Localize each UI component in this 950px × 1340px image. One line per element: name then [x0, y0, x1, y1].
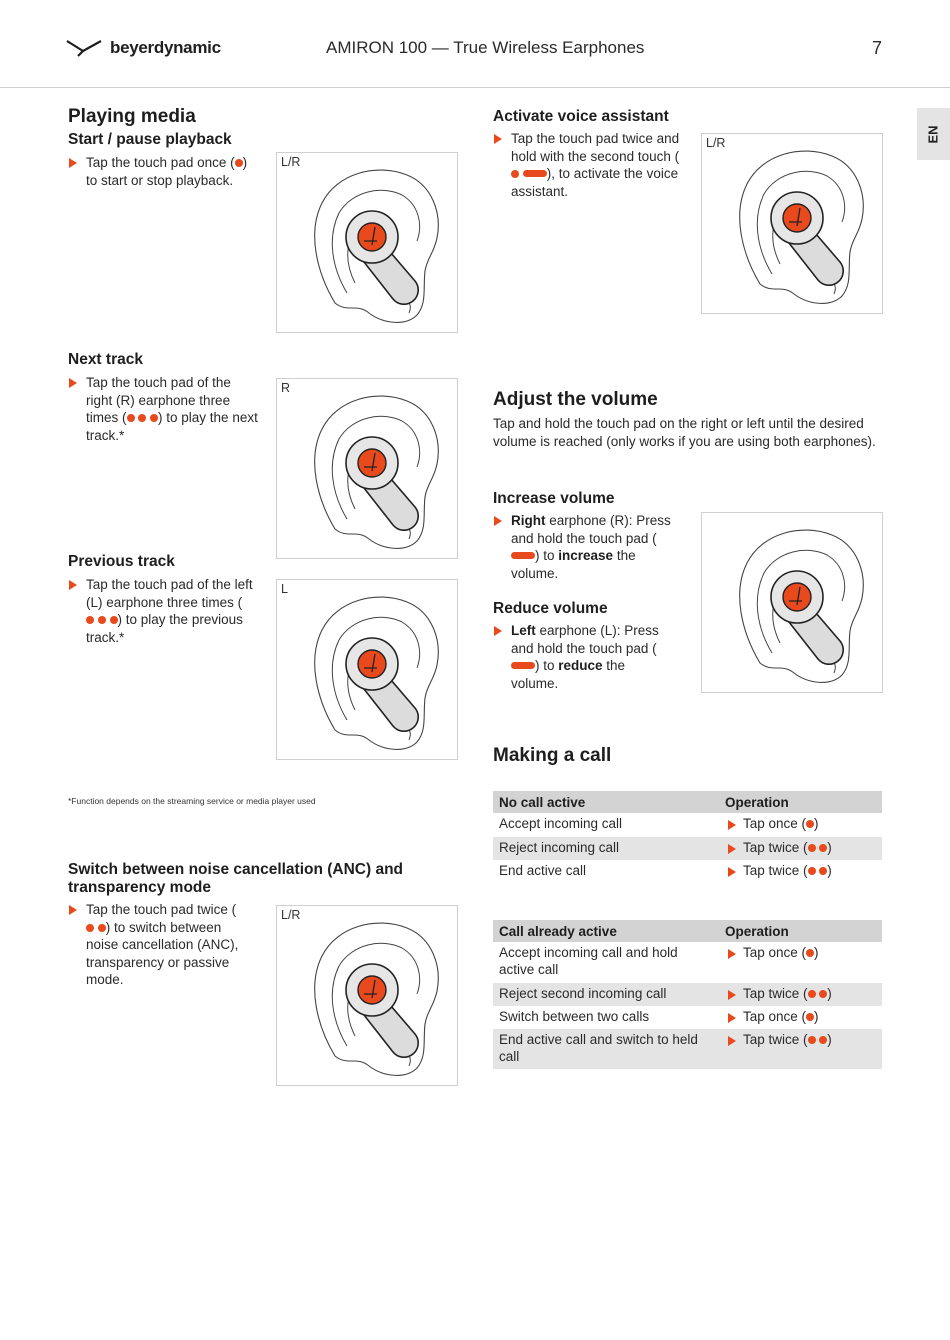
ear-earphone-illustration [277, 580, 459, 761]
instruction-next-track: Tap the touch pad of the right (R) earphone three times ( ) to play the next track.* [68, 374, 260, 444]
arrow-bullet-icon [69, 580, 77, 590]
instruction-reduce-volume: Left earphone (L): Press and hold the touch pad () to reduce the volume. [493, 622, 673, 692]
figure-label: R [281, 381, 291, 395]
ear-earphone-illustration [702, 513, 884, 694]
figure-label: L/R [281, 908, 301, 922]
earphone-figure-next [276, 378, 458, 559]
table-row: Accept incoming call and hold active call Tap once ( ) [499, 945, 819, 977]
subtitle-anc: Switch between noise cancellation (ANC) and transparency mode [68, 861, 404, 896]
instruction-anc: Tap the touch pad twice ( ) to switch between noise cancellation (ANC), transparency or passive mode. [68, 901, 248, 989]
ear-earphone-illustration [277, 153, 459, 334]
ear-earphone-illustration [702, 134, 884, 315]
brand-name: beyerdynamic [110, 38, 221, 57]
ear-earphone-illustration [277, 379, 459, 560]
section-title-making-call: Making a call [493, 745, 612, 766]
subtitle-voice-assistant: Activate voice assistant [493, 108, 669, 125]
document-title: AMIRON 100 — True Wireless Earphones [326, 38, 645, 57]
instruction-previous-track: Tap the touch pad of the left (L) earphone three times ( ) to play the previous track.* [68, 576, 260, 646]
subtitle-increase-volume: Increase volume [493, 490, 615, 507]
subtitle-previous-track: Previous track [68, 553, 175, 570]
arrow-bullet-icon [69, 158, 77, 168]
table-row: End active call Tap twice ( ) [499, 863, 832, 878]
volume-intro: Tap and hold the touch pad on the right or left until the desired volume is reached (only works if you are using both earphones). [493, 416, 876, 449]
hold-bar-icon [511, 552, 535, 559]
language-label: EN [926, 124, 941, 144]
figure-label: L [281, 582, 288, 596]
subtitle-start-pause: Start / pause playback [68, 131, 232, 148]
table-header: Call already active [493, 920, 719, 942]
earphone-figure-previous [276, 579, 458, 760]
ear-earphone-illustration [277, 906, 459, 1087]
table-row: Reject second incoming call Tap twice ( ) [493, 983, 882, 1006]
arrow-bullet-icon [494, 626, 502, 636]
earphone-figure-start [276, 152, 458, 333]
page-number: 7 [872, 38, 883, 58]
arrow-bullet-icon [69, 378, 77, 388]
page-header [0, 0, 950, 88]
table-header: Operation [719, 920, 882, 942]
subtitle-reduce-volume: Reduce volume [493, 600, 608, 617]
table-no-call-active [493, 791, 882, 883]
table-call-already-active [493, 920, 882, 1069]
earphone-figure-voice [701, 133, 883, 314]
subtitle-next-track: Next track [68, 351, 143, 368]
earphone-figure-anc [276, 905, 458, 1086]
hold-bar-icon [511, 662, 535, 669]
beyerdynamic-logo-icon [66, 38, 102, 58]
arrow-bullet-icon [494, 516, 502, 526]
instruction-start-pause: Tap the touch pad once ( ) to start or stop playback. [68, 154, 260, 189]
arrow-bullet-icon [494, 134, 502, 144]
footnote: *Function depends on the streaming service or media player used [68, 796, 316, 806]
instruction-voice-assistant: Tap the touch pad twice and hold with the second touch ( ), to activate the voice assistant. [493, 130, 693, 200]
tap-dot-icon [235, 159, 243, 167]
figure-label: L/R [281, 155, 301, 169]
table-row: Accept incoming call Tap once ( ) [499, 816, 819, 831]
language-tab [917, 108, 950, 160]
instruction-increase-volume: Right earphone (R): Press and hold the touch pad () to increase the volume. [493, 512, 673, 582]
table-header: Operation [719, 791, 882, 813]
brand-logo [66, 38, 221, 58]
table-row: Reject incoming call Tap twice ( ) [493, 837, 882, 860]
figure-label: L/R [706, 136, 726, 150]
table-header: No call active [493, 791, 719, 813]
arrow-bullet-icon [69, 905, 77, 915]
section-title-volume: Adjust the volume [493, 389, 658, 410]
table-row: End active call and switch to held call Tap twice ( ) [493, 1029, 882, 1069]
section-title-playing-media: Playing media [68, 106, 196, 127]
earphone-figure-volume [701, 512, 883, 693]
hold-bar-icon [523, 170, 547, 177]
table-row: Switch between two calls Tap once ( ) [499, 1009, 819, 1024]
